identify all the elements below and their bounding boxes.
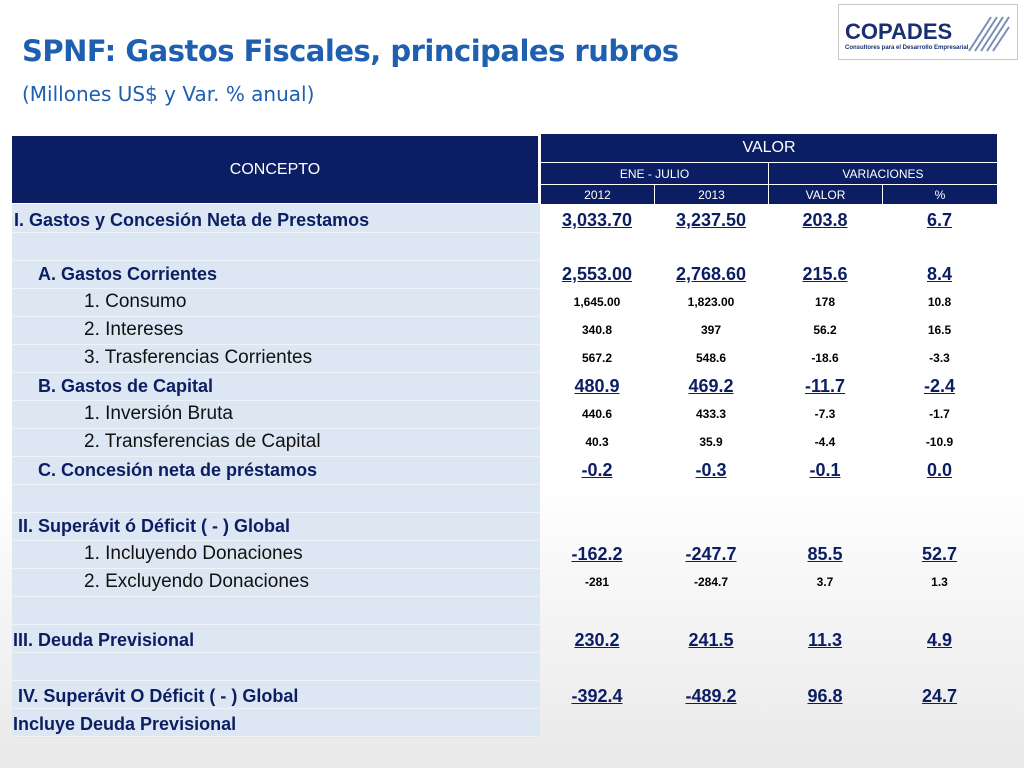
cell-v2012: 440.6 xyxy=(581,407,613,421)
cell-v2012[interactable]: -162.2 xyxy=(571,544,623,564)
row-label: 2. Intereses xyxy=(84,319,184,340)
header-variaciones: VARIACIONES xyxy=(768,162,997,184)
cell-v2012[interactable]: 2,553.00 xyxy=(561,264,633,284)
cell-v2012: 1,645.00 xyxy=(573,295,621,309)
cell-v2012: 40.3 xyxy=(585,435,609,449)
cell-v2013[interactable]: 241.5 xyxy=(688,630,734,650)
cell-v2013[interactable]: -247.7 xyxy=(685,544,737,564)
page-title: SPNF: Gastos Fiscales, principales rubros xyxy=(22,34,679,68)
cell-pct[interactable]: 52.7 xyxy=(921,544,958,564)
cell-v2013: -284.7 xyxy=(693,575,729,589)
cell-pct: 16.5 xyxy=(927,323,952,337)
cell-v2012[interactable]: 3,033.70 xyxy=(561,210,633,230)
cell-pct: -3.3 xyxy=(929,351,950,365)
header-var-pct: % xyxy=(882,184,997,204)
cell-valor[interactable]: 203.8 xyxy=(802,210,848,230)
cell-valor: -18.6 xyxy=(811,351,839,365)
cell-v2013[interactable]: 3,237.50 xyxy=(675,210,747,230)
row-label: B. Gastos de Capital xyxy=(38,376,214,396)
cell-v2013[interactable]: -0.3 xyxy=(695,460,727,480)
cell-v2013[interactable]: 2,768.60 xyxy=(675,264,747,284)
row-label: 3. Trasferencias Corrientes xyxy=(84,347,313,368)
cell-v2013: 35.9 xyxy=(699,435,723,449)
cell-valor[interactable]: 11.3 xyxy=(807,630,843,650)
cell-v2013[interactable]: -489.2 xyxy=(685,686,737,706)
cell-v2012: 567.2 xyxy=(581,351,613,365)
logo-tagline: Consultores para el Desarrollo Empresarial xyxy=(845,45,969,51)
company-logo xyxy=(838,4,1018,60)
cell-v2013: 548.6 xyxy=(695,351,727,365)
page-subtitle: (Millones US$ y Var. % anual) xyxy=(22,82,315,106)
cell-valor[interactable]: -11.7 xyxy=(804,376,846,396)
header-var-valor: VALOR xyxy=(768,184,882,204)
logo-name: COPADES xyxy=(845,19,953,44)
cell-valor[interactable]: -0.1 xyxy=(809,460,841,480)
cell-v2012[interactable]: -392.4 xyxy=(571,686,623,706)
cell-v2012[interactable]: -0.2 xyxy=(581,460,613,480)
cell-v2013: 433.3 xyxy=(695,407,727,421)
cell-valor[interactable] xyxy=(768,710,882,738)
cell-pct: 10.8 xyxy=(927,295,952,309)
cell-pct[interactable]: -2.4 xyxy=(923,376,956,396)
cell-v2012[interactable]: 230.2 xyxy=(574,630,620,650)
cell-v2012[interactable] xyxy=(540,512,654,540)
cell-pct[interactable]: 6.7 xyxy=(926,210,953,230)
header-concepto: CONCEPTO xyxy=(12,136,538,203)
row-label: 1. Incluyendo Donaciones xyxy=(84,543,303,564)
cell-valor[interactable]: 85.5 xyxy=(807,544,843,564)
cell-pct[interactable]: 4.9 xyxy=(926,630,953,650)
row-label: Incluye Deuda Previsional xyxy=(13,714,237,734)
cell-valor[interactable] xyxy=(768,512,882,540)
cell-v2012: 340.8 xyxy=(581,323,613,337)
header-valor: VALOR xyxy=(540,134,997,162)
row-label: I. Gastos y Concesión Neta de Prestamos xyxy=(14,210,370,230)
header-ene-julio: ENE - JULIO xyxy=(540,162,768,184)
cell-v2013: 397 xyxy=(700,323,722,337)
row-label: III. Deuda Previsional xyxy=(13,630,195,650)
row-label: 1. Consumo xyxy=(84,291,187,312)
cell-v2013[interactable]: 469.2 xyxy=(688,376,734,396)
cell-v2013: 1,823.00 xyxy=(687,295,735,309)
cell-v2013[interactable] xyxy=(654,710,768,738)
cell-pct: -10.9 xyxy=(925,435,954,449)
cell-valor[interactable]: 215.6 xyxy=(802,264,848,284)
row-label: 1. Inversión Bruta xyxy=(84,403,233,424)
row-label: 2. Excluyendo Donaciones xyxy=(84,571,309,592)
cell-v2013[interactable] xyxy=(654,512,768,540)
cell-pct[interactable] xyxy=(882,512,997,540)
row-label: 2. Transferencias de Capital xyxy=(84,431,321,452)
row-separator xyxy=(12,484,539,485)
cell-valor: 56.2 xyxy=(813,323,837,337)
cell-pct[interactable] xyxy=(882,710,997,738)
cell-valor: -7.3 xyxy=(814,407,836,421)
header-2013: 2013 xyxy=(654,184,768,204)
cell-valor[interactable]: 96.8 xyxy=(807,686,843,706)
cell-v2012[interactable]: 480.9 xyxy=(574,376,620,396)
cell-pct: -1.7 xyxy=(929,407,950,421)
row-label: A. Gastos Corrientes xyxy=(38,264,218,284)
row-label: C. Concesión neta de préstamos xyxy=(38,460,318,480)
cell-valor: -4.4 xyxy=(814,435,836,449)
row-separator xyxy=(12,596,539,597)
row-label: IV. Superávit O Déficit ( - ) Global xyxy=(18,686,299,706)
cell-pct: 1.3 xyxy=(931,575,948,589)
cell-pct[interactable]: 0.0 xyxy=(926,460,953,480)
logo-mark-icon xyxy=(961,13,1011,53)
row-separator xyxy=(12,680,539,681)
cell-v2012[interactable] xyxy=(540,710,654,738)
cell-pct[interactable]: 24.7 xyxy=(921,686,958,706)
header-2012: 2012 xyxy=(540,184,654,204)
row-separator xyxy=(12,624,539,625)
cell-v2012: -281 xyxy=(584,575,610,589)
row-label: II. Superávit ó Déficit ( - ) Global xyxy=(18,516,291,536)
cell-pct[interactable]: 8.4 xyxy=(926,264,953,284)
cell-valor: 178 xyxy=(814,295,836,309)
cell-valor: 3.7 xyxy=(816,575,834,589)
